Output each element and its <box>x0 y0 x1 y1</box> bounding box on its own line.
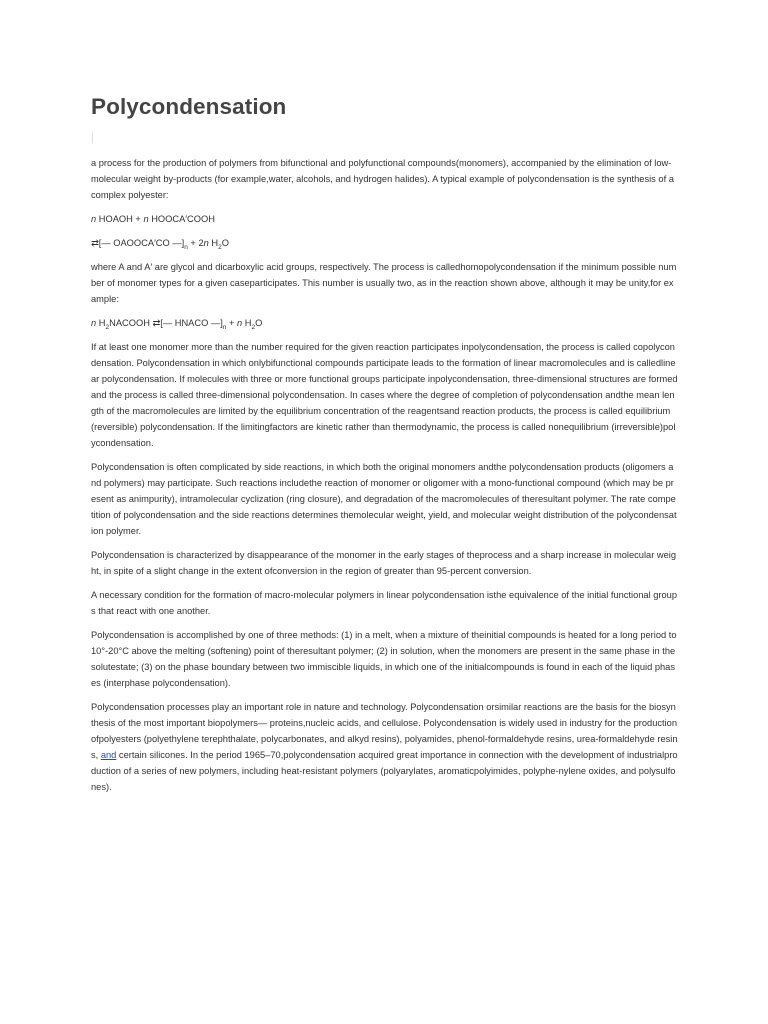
paragraph-necessary-condition: A necessary condition for the formation of macro-molecular polymers in linear polycondensation isthe equivalence of the initial functional groups that react with one another. <box>91 590 678 616</box>
eq-n: n <box>91 214 97 224</box>
and-link[interactable]: and <box>100 750 117 760</box>
eq-subscript: 2 <box>218 243 222 251</box>
paragraph-text: Polycondensation processes play an important role in nature and technology. Polycondensation orsimilar reactions are the basis for the biosynthesis of the most important biopolymers— proteins,nucleic acids, and cellulose. Polycondensation is widely used in industry for the production ofpolyesters (polyethylene terephthalate, polycarbonates, and alkyd resins), polyamides, phenol-formaldehyde resins, urea-formaldehyde resins, <box>91 702 678 760</box>
equation-reactants <box>91 211 678 227</box>
paragraph-applications <box>91 699 678 795</box>
eq-text: H <box>208 238 219 248</box>
eq-subscript: 2 <box>105 323 110 331</box>
equation-products <box>91 235 678 251</box>
eq-n: n <box>143 214 149 224</box>
eq-subscript: n <box>184 243 188 251</box>
paragraph-text: certain silicones. In the period 1965–70,polycondensation acquired great importance in connection with the development of industrialproduction of a series of new polymers, including heat-resistant polymers (polyarylates, aromaticpolyimides, polyphe-nylene oxides, and polysulfones). <box>91 750 678 792</box>
eq-text: HOAOH + <box>96 214 144 224</box>
article-body <box>91 155 678 795</box>
eq-subscript: n <box>222 323 227 331</box>
paragraph-copolycondensation: If at least one monomer more than the number required for the given reaction participates inpolycondensation, the process is called copolycondensation. Polycondensation in which onlybifunctional compounds participate leads to the formation of linear macromolecules and is calledlinear polycondensation. If molecules with three or more functional groups participate inpolycondensation, three-dimensional structures are formed and the process is called three-dimensional polycondensation. In cases where the degree of completion of polycondensation andthe mean length of the macromolecules are limited by the equilibrium concentration of the reagentsand reaction products, the process is called equilibrium (reversible) polycondensation. If the limitingfactors are kinetic rather than thermodynamic, the process is called nonequilibrium (irreversible)polycondensation. <box>91 342 678 448</box>
eq-n: n <box>203 238 209 248</box>
eq-text: H <box>96 318 106 328</box>
eq-text: ⇄[— OAOOCA′CO —] <box>91 238 185 248</box>
eq-text: + <box>226 318 238 328</box>
eq-text: O <box>221 238 229 248</box>
eq-n: n <box>237 318 243 328</box>
paragraph-homopolycondensation: where A and A′ are glycol and dicarboxylic acid groups, respectively. The process is calledhomopolycondensation if the minimum possible number of monomer types for a given caseparticipates. This number is usually two, as in the reaction shown above, although it may be unity,for example: <box>91 262 677 304</box>
eq-text: H <box>242 318 252 328</box>
paragraph-side-reactions: Polycondensation is often complicated by side reactions, in which both the original monomers andthe polycondensation products (oligomers and polymers) may participate. Such reactions includethe reaction of monomer or oligomer with a mono-functional compound (which may be present as animpurity), intramolecular cyclization (ring closure), and degradation of the macromolecules of theresultant polymer. The rate competition of polycondensation and the side reactions determines themolecular weight, yield, and molecular weight distribution of the polycondensation polymer. <box>91 462 677 536</box>
eq-subscript: 2 <box>251 323 256 331</box>
paragraph-definition: a process for the production of polymers from bifunctional and polyfunctional compounds(monomers), accompanied by the elimination of low-molecular weight by-products (for example,water, alcohols, and hydrogen halides). A typical example of polycondensation is the synthesis of acomplex polyester: <box>91 158 674 200</box>
eq-n: n <box>91 318 97 328</box>
eq-text: NACOOH ⇄[— HNACO —] <box>109 318 223 328</box>
equation-amino-acid <box>91 315 678 331</box>
paragraph-characteristics: Polycondensation is characterized by disappearance of the monomer in the early stages of theprocess and a sharp increase in molecular weight, in spite of a slight change in the extent ofconversion in the region of greater than 95-percent conversion. <box>91 550 677 576</box>
text-cursor-mark <box>92 132 93 143</box>
paragraph-methods: Polycondensation is accomplished by one of three methods: (1) in a melt, when a mixture of theinitial compounds is heated for a long period to 10°-20°C above the melting (softening) point of theresultant polymer; (2) in solution, when the monomers are present in the same phase in the solutestate; (3) on the phase boundary between two immiscible liquids, in which one of the initialcompounds is found in each of the liquid phases (interphase polycondensation). <box>91 630 677 688</box>
eq-text: HOOCA′COOH <box>148 214 215 224</box>
eq-text: + 2 <box>187 238 204 248</box>
eq-text: O <box>255 318 263 328</box>
page-title: Polycondensation <box>91 94 287 119</box>
